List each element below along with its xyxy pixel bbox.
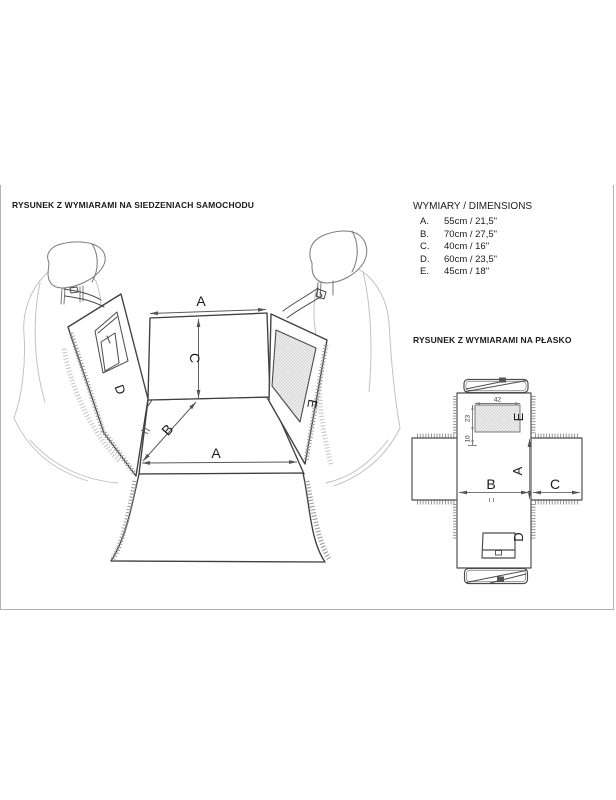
label-d-panel: D xyxy=(111,382,129,397)
dimension-value: 70cm / 27,5" xyxy=(444,228,498,240)
flat-label-e: E xyxy=(511,412,526,422)
dimension-value: 45cm / 18" xyxy=(444,266,490,278)
label-e-panel: E xyxy=(304,398,321,410)
label-b: B xyxy=(158,420,177,439)
flat-bottom-strap xyxy=(465,569,528,584)
flat-top-strap xyxy=(464,378,528,393)
cover-back-panel xyxy=(148,313,270,400)
label-a-front: A xyxy=(211,445,221,461)
dimensions-title: WYMIARY / DIMENSIONS xyxy=(413,201,533,212)
flat-label-a: A xyxy=(510,466,525,476)
dimension-letter: A. xyxy=(420,216,429,227)
flat-label-d: D xyxy=(511,532,526,542)
flat-pattern-drawing xyxy=(412,378,582,584)
flat-label-b: B xyxy=(486,476,496,492)
dimension-letter: C. xyxy=(420,241,430,253)
seat-drawing-title: RYSUNEK Z WYMIARAMI NA SIEDZENIACH SAMOCHODU xyxy=(12,200,255,210)
cover-front-skirt xyxy=(111,473,325,562)
label-a-top: A xyxy=(196,293,206,309)
dimension-value: 40cm / 16" xyxy=(444,241,490,253)
bottom-strap-buckle xyxy=(497,577,504,583)
window-width-label: 42 xyxy=(493,396,502,404)
top-strap-buckle xyxy=(499,378,506,383)
dimension-value: 60cm / 23,5" xyxy=(444,253,498,265)
window-offset-label: 10 xyxy=(464,435,472,443)
dimension-value: 55cm / 21,5" xyxy=(444,216,498,227)
flat-label-c: C xyxy=(549,476,561,492)
car-seat-drawing xyxy=(14,231,400,562)
left-headrest xyxy=(48,242,106,304)
dimension-letter: B. xyxy=(420,228,429,240)
dimension-letter: E. xyxy=(420,266,429,278)
dimension-letter: D. xyxy=(420,253,430,265)
label-c: C xyxy=(187,352,203,364)
window-height-label: 23 xyxy=(464,414,472,423)
flat-left-flap xyxy=(412,438,457,500)
flat-drawing-title: RYSUNEK Z WYMIARAMI NA PŁASKO xyxy=(413,335,572,345)
